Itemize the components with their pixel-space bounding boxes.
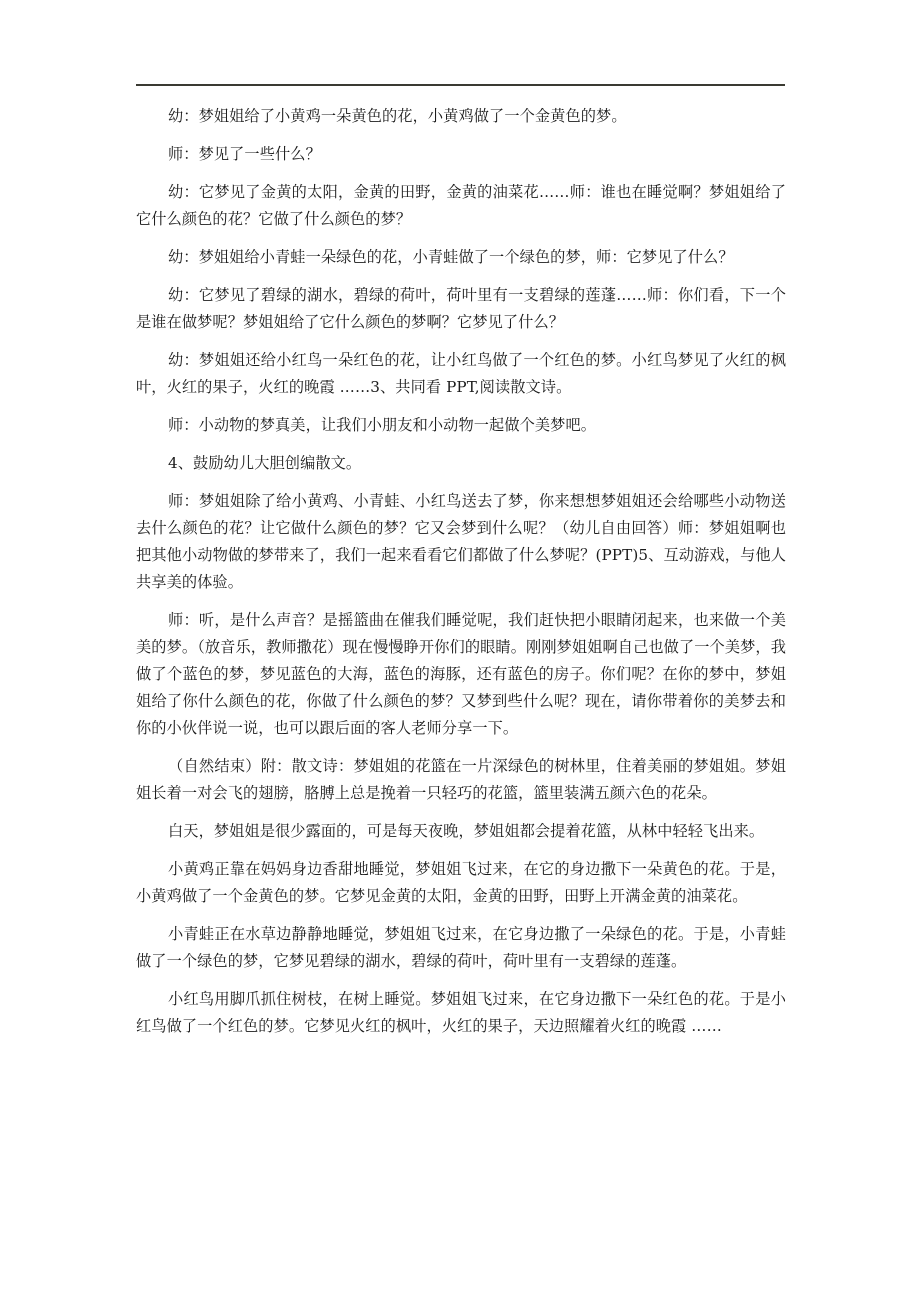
header-horizontal-rule: [136, 84, 785, 86]
paragraph: （自然结束）附：散文诗：梦姐姐的花篮在一片深绿色的树林里，住着美丽的梦姐姐。梦姐姐长着一对会飞的翅膀，胳膊上总是挽着一只轻巧的花篮，篮里装满五颜六色的花朵。: [136, 757, 786, 802]
document-body: [136, 103, 786, 1051]
paragraph: 幼：梦姐姐还给小红鸟一朵红色的花，让小红鸟做了一个红色的梦。小红鸟梦见了火红的枫叶，火红的果子，火红的晚霞 ……3、共同看 PPT,阅读散文诗。: [136, 351, 786, 396]
paragraph: 幼：它梦见了碧绿的湖水，碧绿的荷叶，荷叶里有一支碧绿的莲蓬……师：你们看，下一个是谁在做梦呢？梦姐姐给了它什么颜色的梦啊？它梦见了什么？: [136, 286, 786, 331]
paragraph: 小青蛙正在水草边静静地睡觉，梦姐姐飞过来，在它身边撒了一朵绿色的花。于是，小青蛙做了一个绿色的梦，它梦见碧绿的湖水，碧绿的荷叶，荷叶里有一支碧绿的莲蓬。: [136, 925, 786, 970]
paragraph: 幼：梦姐姐给了小黄鸡一朵黄色的花，小黄鸡做了一个金黄色的梦。: [168, 107, 627, 125]
paragraph: 小黄鸡正靠在妈妈身边香甜地睡觉，梦姐姐飞过来，在它的身边撒下一朵黄色的花。于是，小黄鸡做了一个金黄色的梦。它梦见金黄的太阳，金黄的田野，田野上开满金黄的油菜花。: [136, 860, 786, 905]
paragraph: 小红鸟用脚爪抓住树枝，在树上睡觉。梦姐姐飞过来，在它身边撒下一朵红色的花。于是小红鸟做了一个红色的梦。它梦见火红的枫叶，火红的果子，天边照耀着火红的晚霞 ……: [136, 990, 786, 1035]
paragraph: 白天，梦姐姐是很少露面的，可是每天夜晚，梦姐姐都会提着花篮，从林中轻轻飞出来。: [168, 822, 765, 840]
paragraph: 师：听，是什么声音？是摇篮曲在催我们睡觉呢，我们赶快把小眼睛闭起来，也来做一个美美的梦。（放音乐，教师撒花）现在慢慢睁开你们的眼睛。刚刚梦姐姐啊自己也做了一个美梦，我做了个蓝色的梦，梦见蓝色的大海，蓝色的海豚，还有蓝色的房子。你们呢？在你的梦中，梦姐姐给了你什么颜色的花，你做了什么颜色的梦？又梦到些什么呢？现在，请你带着你的美梦去和你的小伙伴说一说，也可以跟后面的客人老师分享一下。: [136, 611, 786, 737]
paragraph: 幼：它梦见了金黄的太阳，金黄的田野，金黄的油菜花……师：谁也在睡觉啊？梦姐姐给了它什么颜色的花？它做了什么颜色的梦？: [136, 183, 786, 228]
paragraph: 师：梦姐姐除了给小黄鸡、小青蛙、小红鸟送去了梦，你来想想梦姐姐还会给哪些小动物送去什么颜色的花？让它做什么颜色的梦？它又会梦到什么呢？（幼儿自由回答）师：梦姐姐啊也把其他小动物做的梦带来了，我们一起来看看它们都做了什么梦呢？(PPT)5、互动游戏，与他人共享美的体验。: [136, 492, 786, 591]
paragraph: 4、鼓励幼儿大胆创编散文。: [168, 454, 362, 472]
paragraph: 师：小动物的梦真美，让我们小朋友和小动物一起做个美梦吧。: [168, 416, 597, 434]
paragraph: 幼：梦姐姐给小青蛙一朵绿色的花，小青蛙做了一个绿色的梦，师：它梦见了什么？: [168, 248, 734, 266]
paragraph: 师：梦见了一些什么？: [168, 145, 321, 163]
